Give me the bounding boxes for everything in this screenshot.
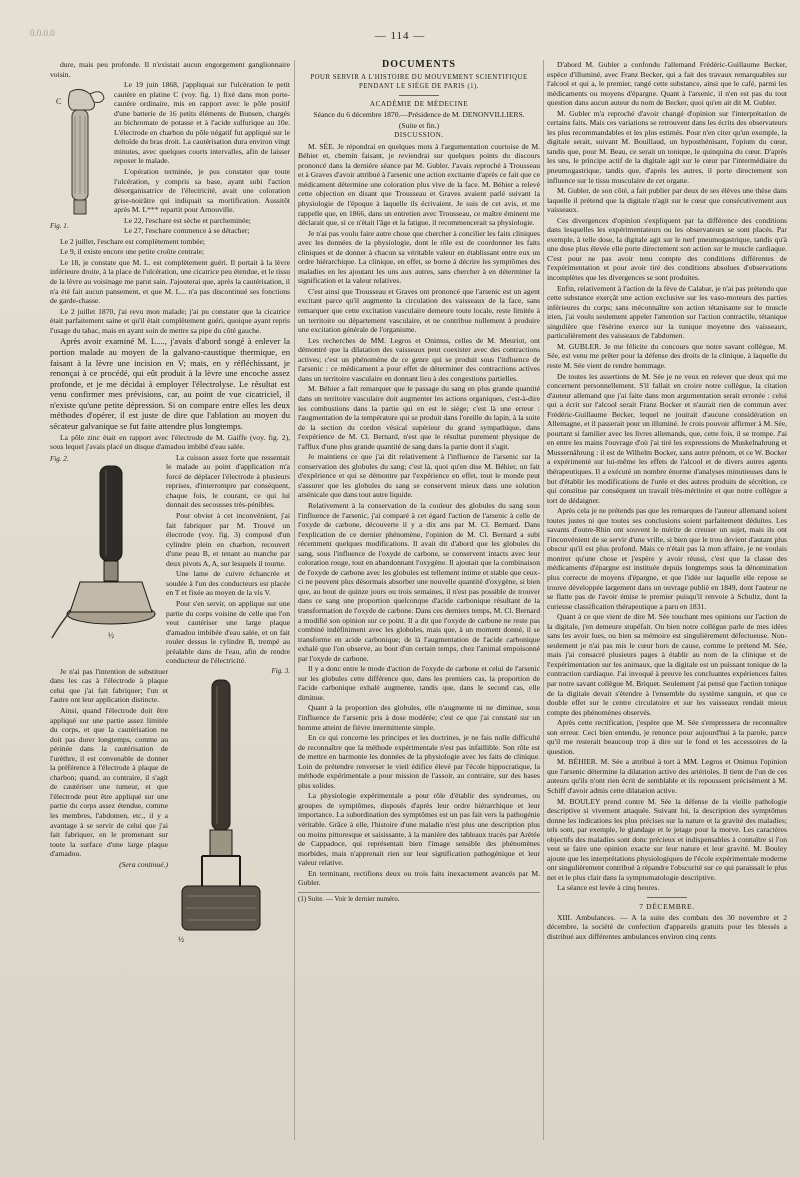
paragraph: C'est ainsi que Trousseau et Graves ont prononcé que l'arsenic est un agent excitant parce qu'il augmente la circulation des vaisseaux de la face, sans remarquer que cette excitation vasculaire demeure toute locale, reste limitée à un territoire ou département vasculaire, et ne contribue nullement à produire une excitation générale de l'organisme. bbox=[298, 286, 540, 335]
divider bbox=[399, 95, 439, 96]
column-1 bbox=[50, 60, 290, 1140]
paragraph: Il y a donc entre le mode d'action de l'oxyde de carbone et celui de l'arsenic sur les globules cette différence que, dans les premiers cas, la proportion de l'acide carbonique exhalé augmente, tandis que, dans le second cas, elle diminue. bbox=[298, 664, 540, 702]
paragraph: Le 2 juillet, l'eschare est complètement tombée; bbox=[60, 236, 205, 246]
paragraph: Je maintiens ce que j'ai dit relativement à l'influence de l'arsenic sur la conservation des globules du sang; c'est là, quoi qu'en dise M. Béhier, un fait d'expérience et qui se démontre par l'expérience en effet, tout le monde peut s'assurer que les globules du sang se conservent mieux dans une solution arsénicale que dans tout autre liquide. bbox=[298, 452, 540, 500]
column-divider bbox=[294, 60, 295, 1140]
academy-heading: ACADÉMIE DE MÉDECINE bbox=[369, 99, 469, 108]
section-title: DOCUMENTS bbox=[381, 60, 456, 70]
section-subtitle: PENDANT LE SIÉGE DE PARIS (1). bbox=[359, 82, 479, 90]
page-number: — 114 — bbox=[374, 30, 426, 42]
paragraph: Après avoir examiné M. L...., j'avais d'abord songé à enlever la portion malade au moyen de la galvano-caustique thermique, en faisant à la lèvre une incision en V; mais, en y réfléchissant, je renonçai à ce procédé, qui eût produit à la lèvre une encoche assez profonde, et je me décidai à employer l'électrolyse. Le résultat est venu confirmer mes prévisions, car, au point de vue cicatriciel, il n'existe qu'une petite dépression. Si on compare entre elles les deux méthodes d'opérer, il est juste de dire que l'ablation au moyen du sécateur galvanique se fut faite attendre plus longtemps. bbox=[50, 336, 290, 432]
paragraph: Le 19 juin 1868, j'appliquai sur l'ulcération le petit cautère en platine C (voy. fig. 1) fixé dans mon porte-cautère ordinaire, mis en rapport avec le pôle positif d'une batterie de 16 petits éléments de Bunsen, chargés au bichromate de potasse et à l'acide sulfurique au 10e. L'électrode en charbon du pôle négatif fut appliqué sur le deltoïde du bras droit. La cautérisation dura environ vingt minutes, avec quelques courts intervalles, afin de laisser reposer le malade. bbox=[114, 80, 290, 166]
paragraph: Les recherches de MM. Legros et Onimus, celles de M. Meuriot, ont démontré que la dilatation des vaisseaux peut coexister avec des contractions actives; c'est un phénomène de ce genre qui se produit sous l'influence de l'arsenic : ce médicament a pour effet de déterminer des contractions actives dans un territoire vasculaire en donnant lieu à des congestions partielles. bbox=[298, 335, 540, 383]
paragraph: L'opération terminée, je pus constater que toute l'ulcération, y compris sa base, ayant subi l'action désorganisatrice de l'électricité, avait une coloration grise-noirâtre qui indiquait sa mortification. Aussitôt après M. L*** repartit pour Arnouville. bbox=[114, 167, 290, 215]
paragraph: Une lame de cuivre échancrée et soudée à l'un des conducteurs est placée en T et fixée au moyen de la vis V. bbox=[166, 569, 290, 598]
paragraph: Quant à ce que vient de dire M. Sée touchant mes opinions sur l'action de la digitale, j'en demeure stupéfait. Ou bien notre collègue parle de mes idées sans les avoir lues, ou bien sa mémoire est singulièrement défectueuse. Non-seulement je n'ai pas mis le cœur hors de cause, comme le prétend M. Sée, mais j'ai consacré plusieurs pages à établir au nom de la clinique et de l'expérimentation sur les animaux, que la digitale est un puissant tonique de la contraction cardiaque. J'ai invoqué à preuve les concluantes expériences faites par notre savant collègue M. Briquet. Seulement j'ai pensé que l'action tonique de la digitale devait s'étendre à l'ensemble du système sanguin, et que ce double effet sur le centre circulatoire et sur les vaisseaux rendait mieux compte des phénomènes observés. bbox=[547, 612, 787, 717]
paragraph: Après cette rectification, j'espère que M. Sée s'empressera de reconnaître son erreur. Ceci bien entendu, je renonce pour aujourd'hui à la parole, parce qu'il me resterait beaucoup trop à dire sur le fond et les accessoires de la question. bbox=[547, 718, 787, 756]
electrode-illustration bbox=[50, 464, 160, 644]
paragraph: Pour s'en servir, on applique sur une partie du corps voisine de celle que l'on veut cautériser une large plaque d'amadou imbibée d'eau salée, et on fait rouler dessus le cylindre B, trempé au préalable dans de l'eau, afin de rendre conducteur de l'électricité. bbox=[166, 598, 290, 666]
paragraph: Je n'ai pas voulu faire autre chose que chercher à concilier les faits cliniques avec les données de la physiologie, dont le rôle est de coordonner les faits cliniques et de donner à chacun sa véritable valeur en établissant entre eux un ordre hiérarchique. La clinique, en effet, se borne à décrire les symptômes des maladies en les ajoutant les uns aux autres, sans chercher à en déterminer la signification et la valeur relatives. bbox=[298, 228, 540, 286]
paragraph: Relativement à la conservation de la couleur des globules du sang sous l'influence de l'arsenic, j'ai comparé à cet égard l'action de l'arsenic à celle de l'oxyde de carbone, découverte il y a dix ans par M. Cl. Bernard. Dans l'explication de ce dernier phénomène, l'opinion de M. Cl. Bernard a subi récemment quelques modifications. Il avait dit d'abord que les globules du sang, sous l'influence de l'oxyde de carbone, se conservent intacts avec leur coloration rouge, tout en abandonnant l'oxygène. Il ajoutait que la combinaison de l'oxyde de carbone avec les globules est tellement intime et stable que ceux-ci ne peuvent plus désormais absorber une nouvelle quantité d'oxygène, si bien que, au bout de quinze jours ou trois semaines, il n'est pas possible de trouver dans ce sang une proportion quelconque d'acide carbonique résultant de la transformation de l'oxyde de carbone. Dans ces derniers temps, M. Cl. Bernard a modifié son opinion sur ce point. Il a dit que l'oxyde de carbone ne reste pas combiné indéfiniment avec les globules, mais que, à un moment donné, il se transforme en acide carbonique; de là l'augmentation de l'acide carbonique exhalé que l'on observe, au bout d'un certain temps, chez l'animal empoisonné par l'oxyde de carbone. bbox=[298, 500, 540, 663]
paragraph: En terminant, rectifions deux ou trois faits inexactement avancés par M. Gubler. bbox=[298, 868, 540, 888]
paragraph: La séance est levée à cinq heures. bbox=[557, 883, 660, 893]
paragraph: M. SÉE. Je répondrai en quelques mots à l'argumentation courtoise de M. Béhier et, chemin faisant, je reviendrai sur quelques points du discours prononcé dans la dernière séance par M. Gubler. J'avais reproché à Trousseau et à Graves d'avoir attribué à l'arsenic une action excitante d'après ce fait que ce médicament détermine une coloration plus vive de la face. M. Béhier a relevé cette objection en disant que Trousseau et Graves avaient parlé suivant la physiologie de l'époque à laquelle ils écrivaient. Je suis de cet avis, et me rappelle que, en 1866, dans un entretien avec Trousseau, ce maître éminent me déclarait que, si ce n'était l'âge et la fatigue, il recommencerait sa physiologie. bbox=[298, 141, 540, 228]
divider bbox=[647, 897, 687, 898]
column-divider bbox=[543, 60, 544, 1140]
continued-note: (Sera continué.) bbox=[119, 859, 168, 869]
paragraph: De toutes les assertions de M. Sée je ne veux en relever que deux qui me concernent personnellement. S'il fallait en croire notre collègue, la citation d'auteur allemand que j'ai faite dans mon argumentation serait erronée : celui qui a écrit sur l'alcool serait Franz Bocker et n'aurait rien de commun avec Frédéric-Guillaume Becker, lequel ne jouirait d'aucune considération en Allemagne, et il passerait pour un illuminé. Je crois pouvoir affirmer à M. Sée, pourtant si familier avec les livres allemands, que, cette fois, il se trompe. J'ai en entre les mains l'ouvrage d'où j'ai tiré les expressions de Muskelnahrung et Mussernährung : il est de Wilhelm Bocker, sans autre prénom, et ce W. Bocker a expérimenté sur lui-même les effets de l'alcool et de divers autres agents thérapeutiques. Il a exécuté un nombre énorme d'analyses minutieuses dans le but d'établir les modifications de l'urée et des autres produits de sécrétion, ce qui constitue par conséquent un travail très-méritoire et que notre collègue a tort de dédaigner. bbox=[547, 371, 787, 505]
figure-letter: C bbox=[56, 97, 62, 107]
figure-caption: Fig. 3. bbox=[271, 666, 290, 675]
paragraph: Enfin, relativement à l'action de la fève de Calabar, je n'ai pas prétendu que cette substance exerçât une action exclusive sur les vaso-moteurs des parties inférieures du corps; sans méconnaître son action tétanisante sur le muscle irien, j'ai voulu seulement appeler l'attention sur l'action contractile, tétanique singulière que l'ésérine exerce sur la tunique moyenne des vaisseaux, particulièrement des vaisseaux de l'abdomen. bbox=[547, 283, 787, 341]
paragraph: M. GUBLER. Je me félicite du concours que notre savant collègue, M. Sée, est venu me prêter pour la défense des droits de la clinique, à laquelle du reste M. Sée vient de rendre hommage. bbox=[547, 341, 787, 370]
paragraph: M. Gubler m'a reproché d'avoir changé d'opinion sur l'interprétation de certains faits. Mais ces variations se retrouvent dans les écrits des observateurs les plus recommandables et les plus estimés. Pour n'en citer qu'un exemple, la digitale serait, suivant M. Bouillaud, un hyposthénisant, l'opium du cœur, tandis que, pour M. Beau, ce serait un tonique, le quinquina du cœur. D'après les uns, le principe actif de la digitale agit sur le cœur par l'intermédiaire du pneumogastrique, tandis que, d'après les autres, il porte directement son influence sur le tissu musculaire de cet organe. bbox=[547, 108, 787, 185]
footnote: (1) Suite. — Voir le dernier numéro. bbox=[298, 892, 540, 905]
paragraph: Après cela je ne prétends pas que les remarques de l'auteur allemand soient toutes justes ni que toutes ses conclusions soient parfaitement déduites. Les savants d'outre-Rhin ont souvent le mérite de creuser un sujet, mais ils ont l'inconvénient de se servir d'une vrille, si bien que le trou devient d'autant plus obscur qu'il est plus profond. Mais ce n'était pas là mon affaire, je ne voulais montrer qu'une chose et j'espère y avoir réussi, c'est que la classe des médicaments d'épargne est instituée depuis longtemps sous la dénomination plus correcte de moyens d'épargne, et que l'idée sur laquelle elle repose se trouve développée largement dans un ouvrage publié en 1849, dont l'auteur ne se flatte pas de l'avoir émise le premier puisqu'il renvoie à Schultz, dont la curieuse classification thérapeutique a paru en 1831. bbox=[547, 506, 787, 611]
paragraph: M. BOULEY prend contre M. Sée la défense de la vieille pathologie descriptive si vivement attaquée. Suivant lui, la description des symptômes donne les indications les plus précises sur la nature et la gravité des maladies; tels sont, par exemple, le glandage et le jetage pour la morve. Les caractères objectifs des maladies sont donc précieux et indispensables à connaître si l'on veut se faire une opinion exacte sur leur nature et leur gravité. M. Bouley ajoute que les interprétations physiologiques de l'école expérimentale moderne ont singulièrement contribué à répandre l'obscurité sur ce qui paraissait le plus net et le plus clair dans la symptomatologie descriptive. bbox=[547, 796, 787, 882]
paragraph: Quant à la proportion des globules, elle n'augmente ni ne diminue, sous l'influence de l'arsenic pris à dose modérée; c'est ce que j'ai constaté sur un homme atteint de fièvre intermittente simple. bbox=[298, 703, 540, 732]
figure-scale: ½ bbox=[178, 935, 184, 945]
page-stamp: 0.0.0.0 bbox=[30, 28, 55, 38]
paragraph: Ces divergences d'opinion s'expliquent par la différence des conditions dans lesquelles les expérimentateurs ou les observateurs se sont placés. Par exemple, à telle dose, la digitale agit sur le nerf pneumogastrique, tandis qu'à une dose plus élevée elle porte directement son action sur le muscle cardiaque. C'est pour ne pas avoir tenu compte des conditions différentes de l'expérimentation et pour avoir tiré des conditions absolues d'observations incomplètes que les divergences se sont produites. bbox=[547, 215, 787, 283]
paragraph: M. Gubler, de son côté, a fait publier par deux de ses élèves une thèse dans laquelle il prétend que la digitale n'agit sur le cœur que consécutivement aux vaisseaux. bbox=[547, 186, 787, 215]
column-2 bbox=[298, 60, 540, 1140]
paragraph: Le 9, il existe encore une petite croûte centrale; bbox=[60, 247, 204, 257]
roller-electrode-illustration bbox=[172, 676, 290, 946]
figure-caption: Fig. 1. bbox=[50, 222, 69, 231]
paragraph: Le 27, l'eschare commence à se détacher; bbox=[124, 226, 250, 236]
suite-note: (Suite et fin.) bbox=[398, 120, 440, 130]
paragraph: Pour obvier à cet inconvénient, j'ai fait fabriquer par M. Trouvé un électrode (voy. fig. 3) composé d'un cylindre plein en charbon, recouvert d'une peau B, et tenant au manche par deux pivots A, A, sur lesquels il tourne. bbox=[166, 511, 290, 568]
paragraph: Le 2 juillet 1870, j'ai revu mon malade; j'ai pu constater que la cicatrice était parfaitement saine et qu'il était complètement guéri, quoique ayant repris l'usage du tabac, mais en ayant soin de mettre sa pipe du côté gauche. bbox=[50, 306, 290, 335]
paragraph: D'abord M. Gubler a confondu l'allemand Frédéric-Guillaume Becker, espèce d'illuminé, avec Franz Becker, qui a fait des travaux remarquables sur l'alcool et qui a, le premier, rangé cette substance, ainsi que le café, parmi les médicaments ou moyens d'épargne. Quant à l'arsenic, il n'en est pas du tout question dans aucun auteur du nom de Becker, quoi qu'en ait dit M. Gubler. bbox=[547, 60, 787, 108]
figure-scale: ½ bbox=[108, 631, 114, 641]
paragraph: M. Béhier a fait remarquer que le passage du sang en plus grande quantité dans un territoire vasculaire doit augmenter les actions organiques, c'est-à-dire les combustions dans la partie qui en est le siège; c'est là une erreur : l'augmentation de la température qui se produit dans l'oreille du lapin, à la suite de la section du cordon vésical supérieur du grand sympathique, dans l'expérience de M. Cl. Bernard, n'est que le résultat purement physique de l'afflux d'une plus grande quantité de sang dans la partie dont il s'agit. bbox=[298, 384, 540, 451]
paragraph: La physiologie expérimentale a pour rôle d'établir des syndromes, ou groupes de symptômes, disposés d'après leur ordre hiérarchique et leur importance. La subordination des symptômes est un pas fait vers la pathogénie véritable. Grâce à elle, l'histoire d'une maladie n'est plus une description plus ou moins pittoresque et saisissante, à la manière des tableaux tracés par Arétée de Cappadoce, qui représentait bien l'image sensible des phénomènes morbides, mais n'apprenait rien sur leur signification pathogénique et leur valeur relative. bbox=[298, 791, 540, 868]
cautery-illustration bbox=[50, 82, 108, 222]
figure-1 bbox=[50, 82, 108, 232]
figure-2 bbox=[50, 455, 160, 660]
paragraph: Le 18, je constate que M. L. est complètement guéri. Il portait à la lèvre inférieure droite, à la place de l'ulcération, une cicatrice peu étendue, et le tissu de la lèvre au voisinage me parut sain. J'ajouterai que, après la cautérisation, il n'a été fait aucun pansement, et que M. L... n'a pas discontinué ses fonctions de garde-chasse. bbox=[50, 257, 290, 306]
paragraph: Je n'ai pas l'intention de substituer dans les cas à l'électrode à plaque celui que j'ai fait fabriquer; l'un et l'autre ont leur application distincte. bbox=[50, 666, 168, 705]
session-heading: Séance du 6 décembre 1870.—Présidence de M. DENONVILLIERS. bbox=[313, 110, 525, 120]
paragraph: La cuisson assez forte que ressentait le malade au point d'application m'a forcé de déplacer l'électrode à plusieurs reprises, d'interrompre par conséquent, chaque fois, le courant, ce qui lui donnait des secousses très-pénibles. bbox=[166, 452, 290, 510]
discussion-heading: DISCUSSION. bbox=[394, 131, 444, 140]
column-3 bbox=[547, 60, 787, 1140]
paragraph: La pôle zinc était en rapport avec l'électrode de M. Gaiffe (voy. fig. 2), sous lequel j'avais placé un disque d'amadou imbibé d'eau salée. bbox=[50, 432, 290, 452]
date-heading: 7 DÉCEMBRE. bbox=[639, 902, 695, 912]
figure-3 bbox=[172, 667, 290, 967]
section-subtitle: POUR SERVIR A L'HISTOIRE DU MOUVEMENT SCIENTIFIQUE bbox=[310, 73, 528, 81]
paragraph: M. BÉHIER. M. Sée a attribué à tort à MM. Legros et Onimus l'opinion que l'arsenic détermine la dilatation active des artérioles. Il tient de l'un de ces auteurs qu'ils n'ont rien écrit de semblable et ils repoussent précisément à M. Schiff d'avoir admis cette dilatation active. bbox=[547, 757, 787, 796]
paragraph: Ainsi, quand l'électrode doit être appliqué sur une partie assez limitée du corps, et que la cautérisation ne doit pas durer longtemps, comme au périnée dans la cautérisation de l'urèthre, il est convenable de donner la préférence à l'électrode à plaque de charbon; quand, au contraire, il s'agit de cautériser une tumeur, et que l'électrode peut être appliqué sur une partie du corps assez étendue, comme les membres, l'abdomen, etc., il y a avantage à se servir de celui que j'ai fait fabriquer, en le promenant sur toute la surface d'une large plaque d'amadou. bbox=[50, 705, 168, 859]
paragraph: Le 22, l'eschare est sèche et parcheminée; bbox=[124, 215, 251, 225]
paragraph: XIII. Ambulances. — A la suite des combats des 30 novembre et 2 décembre, la société de confection d'appareils gratuits pour les blessés a distribué aux différentes ambulances environ cinq cents bbox=[547, 912, 787, 941]
paragraph: dure, mais peu profonde. Il n'existait aucun engorgement ganglionnaire voisin. bbox=[50, 60, 290, 79]
figure-caption: Fig. 2. bbox=[50, 454, 69, 463]
paragraph: En ce qui concerne les principes et les doctrines, je ne fais nulle difficulté de reconnaître que la méthode expérimentale n'est pas infaillible. Son rôle est de mettre en harmonie les données de la physiologie avec les faits de clinique. Loin de prétendre renverser le vieil édifice élevé par l'école hippocratique, la méthode expérimentale a pour mission de l'assoir, au contraire, sur des bases plus solides. bbox=[298, 733, 540, 790]
